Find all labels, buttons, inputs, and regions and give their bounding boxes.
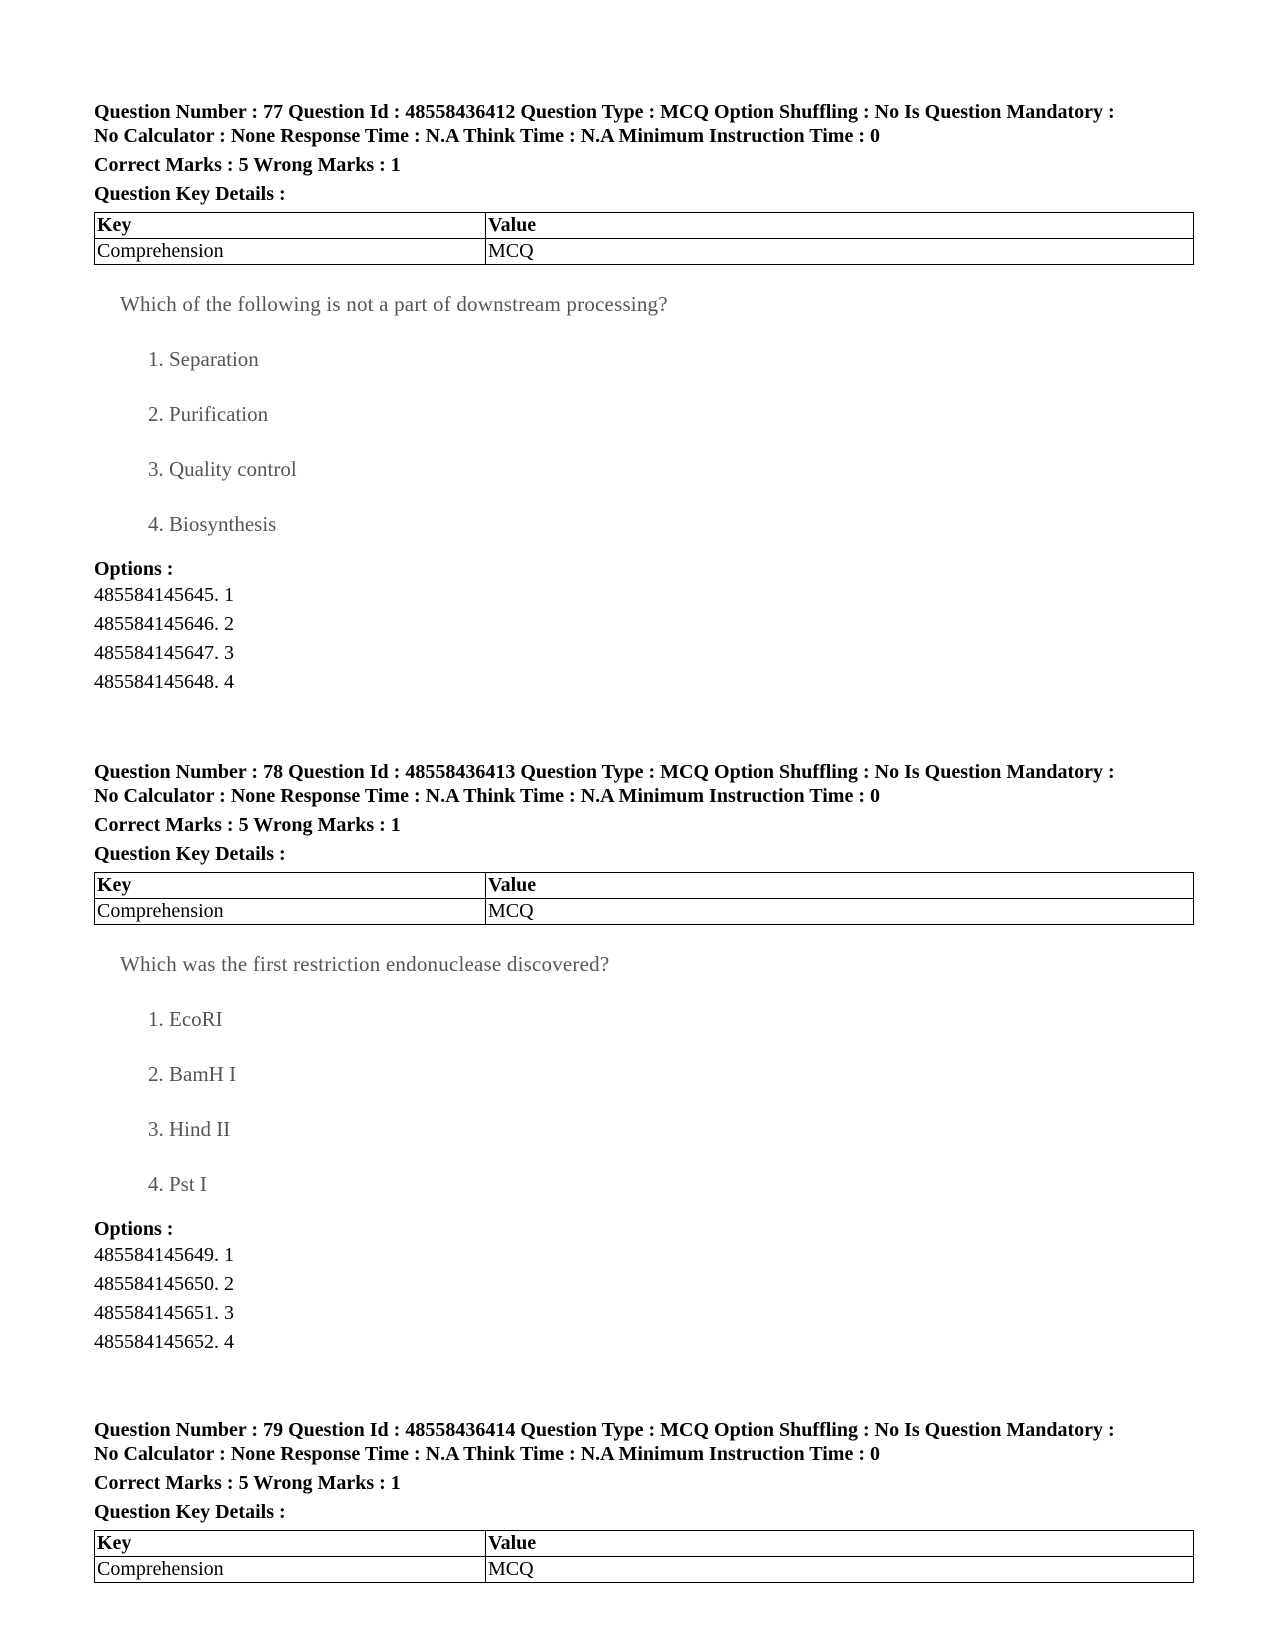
question-marks: Correct Marks : 5 Wrong Marks : 1 [94,1472,401,1494]
option-item: 485584145646. 2 [94,613,234,635]
question-choice: 3. Quality control [148,457,297,481]
table-header-value: Value [486,873,1194,899]
option-item: 485584145652. 4 [94,1331,234,1353]
options-label: Options : [94,558,174,580]
option-item: 485584145647. 3 [94,642,234,664]
table-header-row [95,1531,1194,1557]
option-item: 485584145645. 1 [94,584,234,606]
key-details-table [94,212,1194,265]
table-cell-key: Comprehension [95,899,486,925]
question-meta-line1: Question Number : 77 Question Id : 48558436412 Question Type : MCQ Option Shuffling : No Is Question Mandatory : [94,101,1115,123]
question-meta-line1: Question Number : 78 Question Id : 48558436413 Question Type : MCQ Option Shuffling : No Is Question Mandatory : [94,761,1115,783]
question-marks: Correct Marks : 5 Wrong Marks : 1 [94,154,401,176]
table-cell-value: MCQ [486,1557,1194,1583]
question-choice: 1. EcoRI [148,1007,223,1031]
table-row [95,239,1194,265]
table-header-row [95,213,1194,239]
table-header-value: Value [486,1531,1194,1557]
table-header-key: Key [95,1531,486,1557]
question-meta-line2: No Calculator : None Response Time : N.A Think Time : N.A Minimum Instruction Time : 0 [94,125,880,147]
question-choice: 2. BamH I [148,1062,237,1086]
table-header-key: Key [95,213,486,239]
question-choice: 4. Pst I [148,1172,207,1196]
question-marks: Correct Marks : 5 Wrong Marks : 1 [94,814,401,836]
question-meta-line1: Question Number : 79 Question Id : 48558436414 Question Type : MCQ Option Shuffling : No Is Question Mandatory : [94,1419,1115,1441]
question-choice: 2. Purification [148,402,269,426]
question-meta-line2: No Calculator : None Response Time : N.A Think Time : N.A Minimum Instruction Time : 0 [94,785,880,807]
question-choice: 3. Hind II [148,1117,231,1141]
table-header-row [95,873,1194,899]
question-choice: 4. Biosynthesis [148,512,277,536]
table-row [95,899,1194,925]
key-details-table [94,872,1194,925]
option-item: 485584145651. 3 [94,1302,234,1324]
question-meta-line2: No Calculator : None Response Time : N.A Think Time : N.A Minimum Instruction Time : 0 [94,1443,880,1465]
table-header-value: Value [486,213,1194,239]
question-choice: 1. Separation [148,347,259,371]
table-header-key: Key [95,873,486,899]
key-details-table [94,1530,1194,1583]
options-label: Options : [94,1218,174,1240]
option-item: 485584145650. 2 [94,1273,234,1295]
key-details-label: Question Key Details : [94,183,286,205]
table-cell-value: MCQ [486,239,1194,265]
question-block-77 [94,100,1194,697]
option-item: 485584145649. 1 [94,1244,234,1266]
question-text: Which was the first restriction endonuclease discovered? [120,952,610,976]
table-row [95,1557,1194,1583]
table-cell-value: MCQ [486,899,1194,925]
question-text: Which of the following is not a part of downstream processing? [120,292,668,316]
question-image [120,291,1194,537]
question-block-79 [94,1418,1194,1583]
question-block-78 [94,760,1194,1357]
key-details-label: Question Key Details : [94,843,286,865]
table-cell-key: Comprehension [95,239,486,265]
table-cell-key: Comprehension [95,1557,486,1583]
option-item: 485584145648. 4 [94,671,234,693]
question-image [120,951,1194,1197]
key-details-label: Question Key Details : [94,1501,286,1523]
